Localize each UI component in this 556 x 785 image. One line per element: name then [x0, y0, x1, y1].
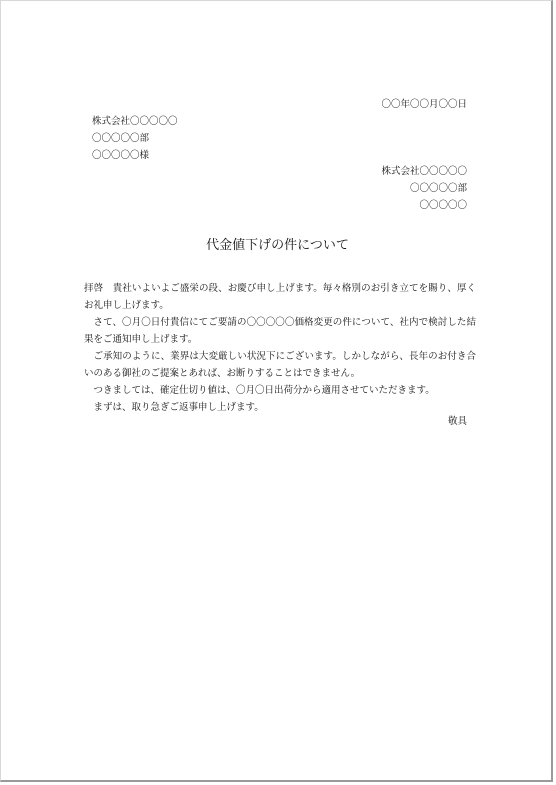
letter-title: 代金値下げの件について	[206, 238, 349, 253]
recipient-department: 〇〇〇〇〇部	[92, 133, 150, 144]
recipient-company: 株式会社〇〇〇〇〇	[92, 116, 178, 127]
sender-block	[381, 163, 467, 214]
sender-person: 〇〇〇〇〇	[419, 200, 467, 211]
paragraph-subject: さて、〇月〇日付貴信にてご要請の〇〇〇〇〇価格変更の件について、社内で検討した結果をご通知申し上げます。	[84, 317, 476, 345]
recipient-block	[92, 113, 178, 164]
paragraph-closing-remark: まずは、取り急ぎご返事申し上げます。	[93, 402, 264, 413]
letter-body	[84, 280, 476, 416]
recipient-person: 〇〇〇〇〇様	[92, 150, 150, 161]
letter-date: 〇〇年〇〇月〇〇日	[381, 99, 467, 110]
sender-department: 〇〇〇〇〇部	[409, 183, 467, 194]
paragraph-decision: つきましては、確定仕切り値は、〇月〇日出荷分から適用させていただきます。	[93, 385, 435, 396]
paragraph-situation: ご承知のように、業界は大変厳しい状況下にございます。しかしながら、長年のお付き合いのある御社のご提案とあれば、お断りすることはできません。	[84, 351, 476, 379]
letter-closing: 敬具	[447, 416, 467, 427]
paragraph-greeting: 拝啓 貴社いよいよご盛栄の段、お慶び申し上げます。毎々格別のお引き立てを賜り、厚くお礼申し上げます。	[84, 283, 476, 311]
sender-company: 株式会社〇〇〇〇〇	[381, 166, 467, 177]
